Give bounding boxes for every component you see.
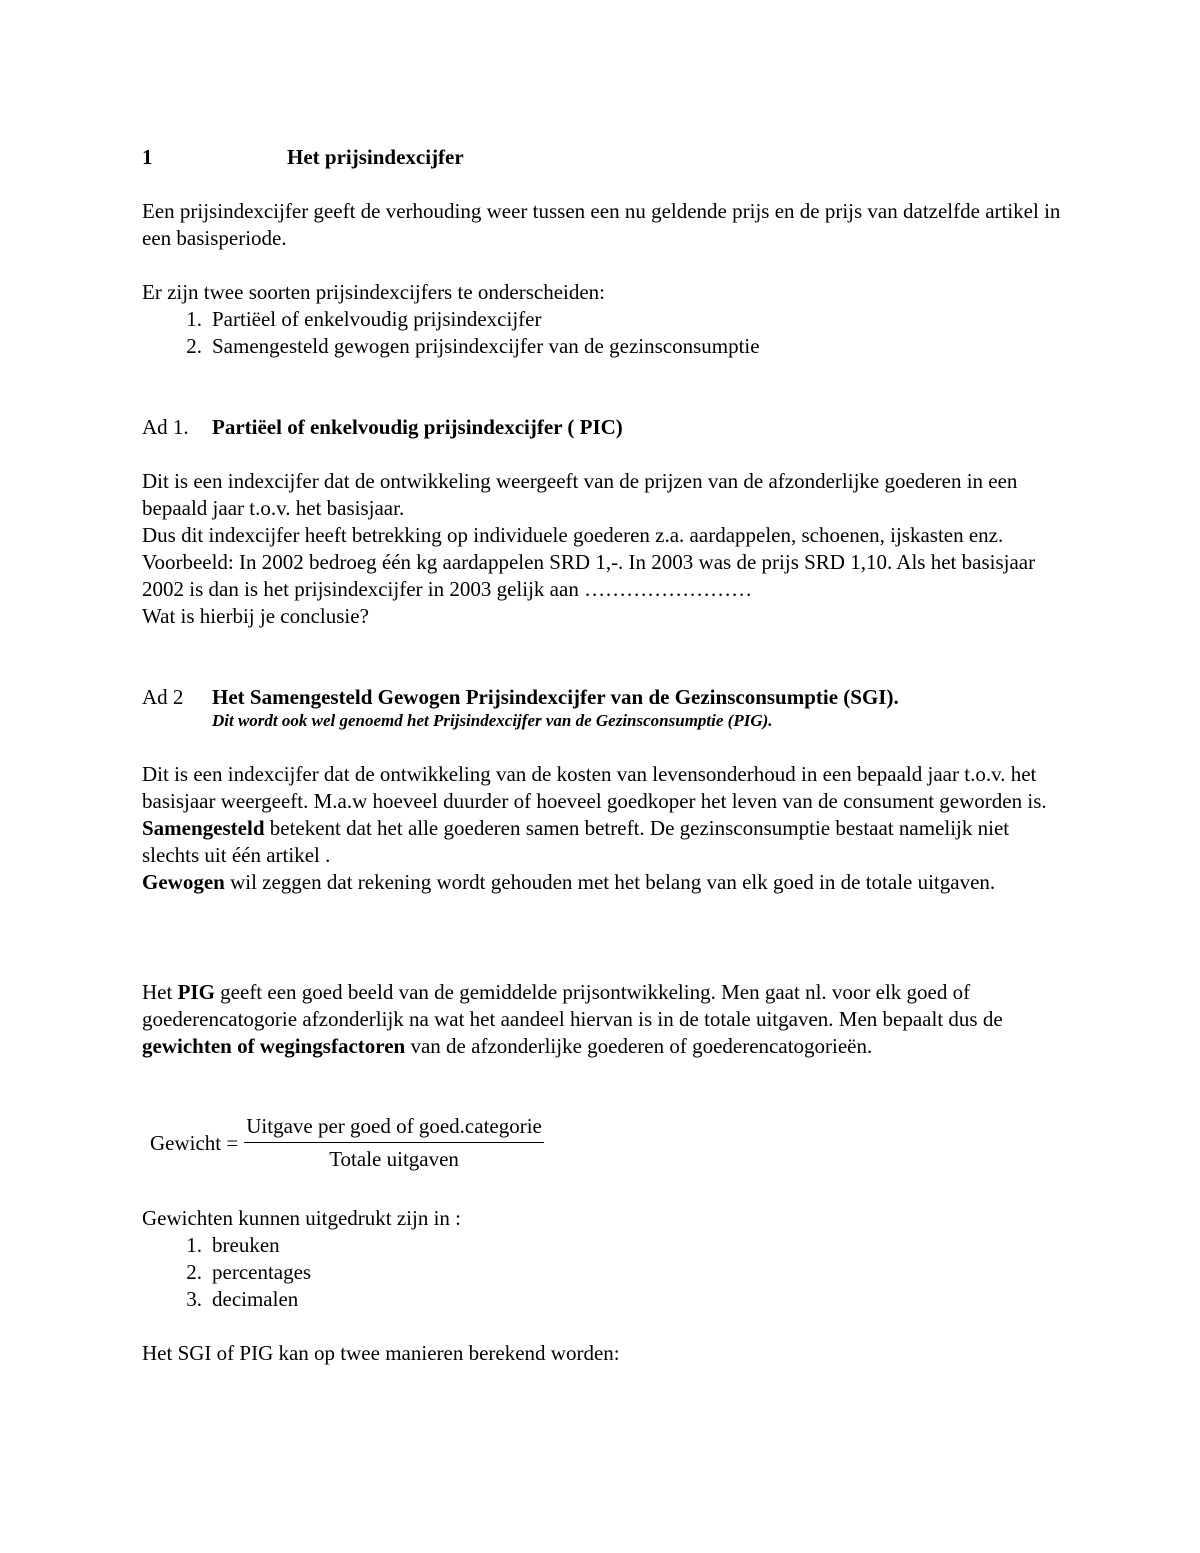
intro-paragraph: Een prijsindexcijfer geeft de verhouding weer tussen een nu geldende prijs en de prijs van datzelfde artikel in een basisperiode. xyxy=(142,199,1061,250)
ad2-subtitle: Dit wordt ook wel genoemd het Prijsindexcijfer van de Gezinsconsumptie (PIG). xyxy=(212,711,773,730)
ad1-label: Ad 1. xyxy=(142,415,189,439)
ad2-para1: Dit is een indexcijfer dat de ontwikkeling van de kosten van levensonderhoud in een bepaald jaar t.o.v. het basisjaar weergeeft. M.a.w hoeveel duurder of hoeveel goedkoper het leven van de consument geworden is. xyxy=(142,762,1047,813)
formula-fraction xyxy=(244,1113,544,1173)
ad1-body xyxy=(142,468,1062,630)
ad1-para2: Dus dit indexcijfer heeft betrekking op individuele goederen z.a. aardappelen, schoenen, ijskasten enz. xyxy=(142,523,1004,547)
section-number: 1 xyxy=(142,145,153,169)
ad1-title: Partiëel of enkelvoudig prijsindexcijfer ( PIC) xyxy=(212,415,623,439)
ad1-para4: Wat is hierbij je conclusie? xyxy=(142,604,369,628)
formula-numerator: Uitgave per goed of goed.categorie xyxy=(244,1113,544,1143)
ad2-body xyxy=(142,761,1062,896)
weights-term: gewichten of wegingsfactoren xyxy=(142,1034,406,1058)
formula-denominator: Totale uitgaven xyxy=(329,1147,459,1171)
gewogen-paragraph: Gewogen wil zeggen dat rekening wordt gehouden met het belang van elk goed in de totale uitgaven. xyxy=(142,870,996,894)
list-item: 1. Partiëel of enkelvoudig prijsindexcijfer xyxy=(186,307,542,331)
ad1-heading xyxy=(142,414,1062,441)
types-intro: Er zijn twee soorten prijsindexcijfers te onderscheiden: xyxy=(142,280,606,304)
list-item: 1. breuken xyxy=(186,1233,280,1257)
ad2-heading xyxy=(142,684,1062,731)
weights-list xyxy=(142,1232,1062,1313)
ad1-para1: Dit is een indexcijfer dat de ontwikkeling weergeeft van de prijzen van de afzonderlijke goederen in een bepaald jaar t.o.v. het basisjaar. xyxy=(142,469,1018,520)
list-item: 2. Samengesteld gewogen prijsindexcijfer van de gezinsconsumptie xyxy=(186,334,760,358)
weights-intro: Gewichten kunnen uitgedrukt zijn in : xyxy=(142,1206,462,1230)
ad1-para3: Voorbeeld: In 2002 bedroeg één kg aardappelen SRD 1,-. In 2003 was de prijs SRD 1,10. Als het basisjaar 2002 is dan is het prijsindexcijfer in 2003 gelijk aan …………………… xyxy=(142,550,1036,601)
samengesteld-term: Samengesteld xyxy=(142,816,265,840)
ad2-label: Ad 2 xyxy=(142,685,184,709)
types-list xyxy=(142,306,1062,360)
weight-formula xyxy=(142,1113,1062,1173)
list-item: 3. decimalen xyxy=(186,1287,299,1311)
pig-paragraph: Het PIG geeft een goed beeld van de gemiddelde prijsontwikkeling. Men gaat nl. voor elk goed of goederencatogorie afzonderlijk na wat het aandeel hiervan is in de totale uitgaven. Men bepaalt dus de gewichten of wegingsfactoren van de afzonderlijke goederen of goederencatogorieën. xyxy=(142,980,1003,1058)
section-title: Het prijsindexcijfer xyxy=(287,145,464,169)
formula-lhs: Gewicht = xyxy=(150,1130,239,1155)
ad2-title: Het Samengesteld Gewogen Prijsindexcijfer van de Gezinsconsumptie (SGI). xyxy=(212,685,899,709)
gewogen-term: Gewogen xyxy=(142,870,225,894)
section-heading xyxy=(142,144,1062,171)
closing-paragraph: Het SGI of PIG kan op twee manieren berekend worden: xyxy=(142,1341,620,1365)
list-item: 2. percentages xyxy=(186,1260,312,1284)
samengesteld-paragraph: Samengesteld betekent dat het alle goederen samen betreft. De gezinsconsumptie bestaat namelijk niet slechts uit één artikel . xyxy=(142,816,1010,867)
pig-term: PIG xyxy=(177,980,215,1004)
